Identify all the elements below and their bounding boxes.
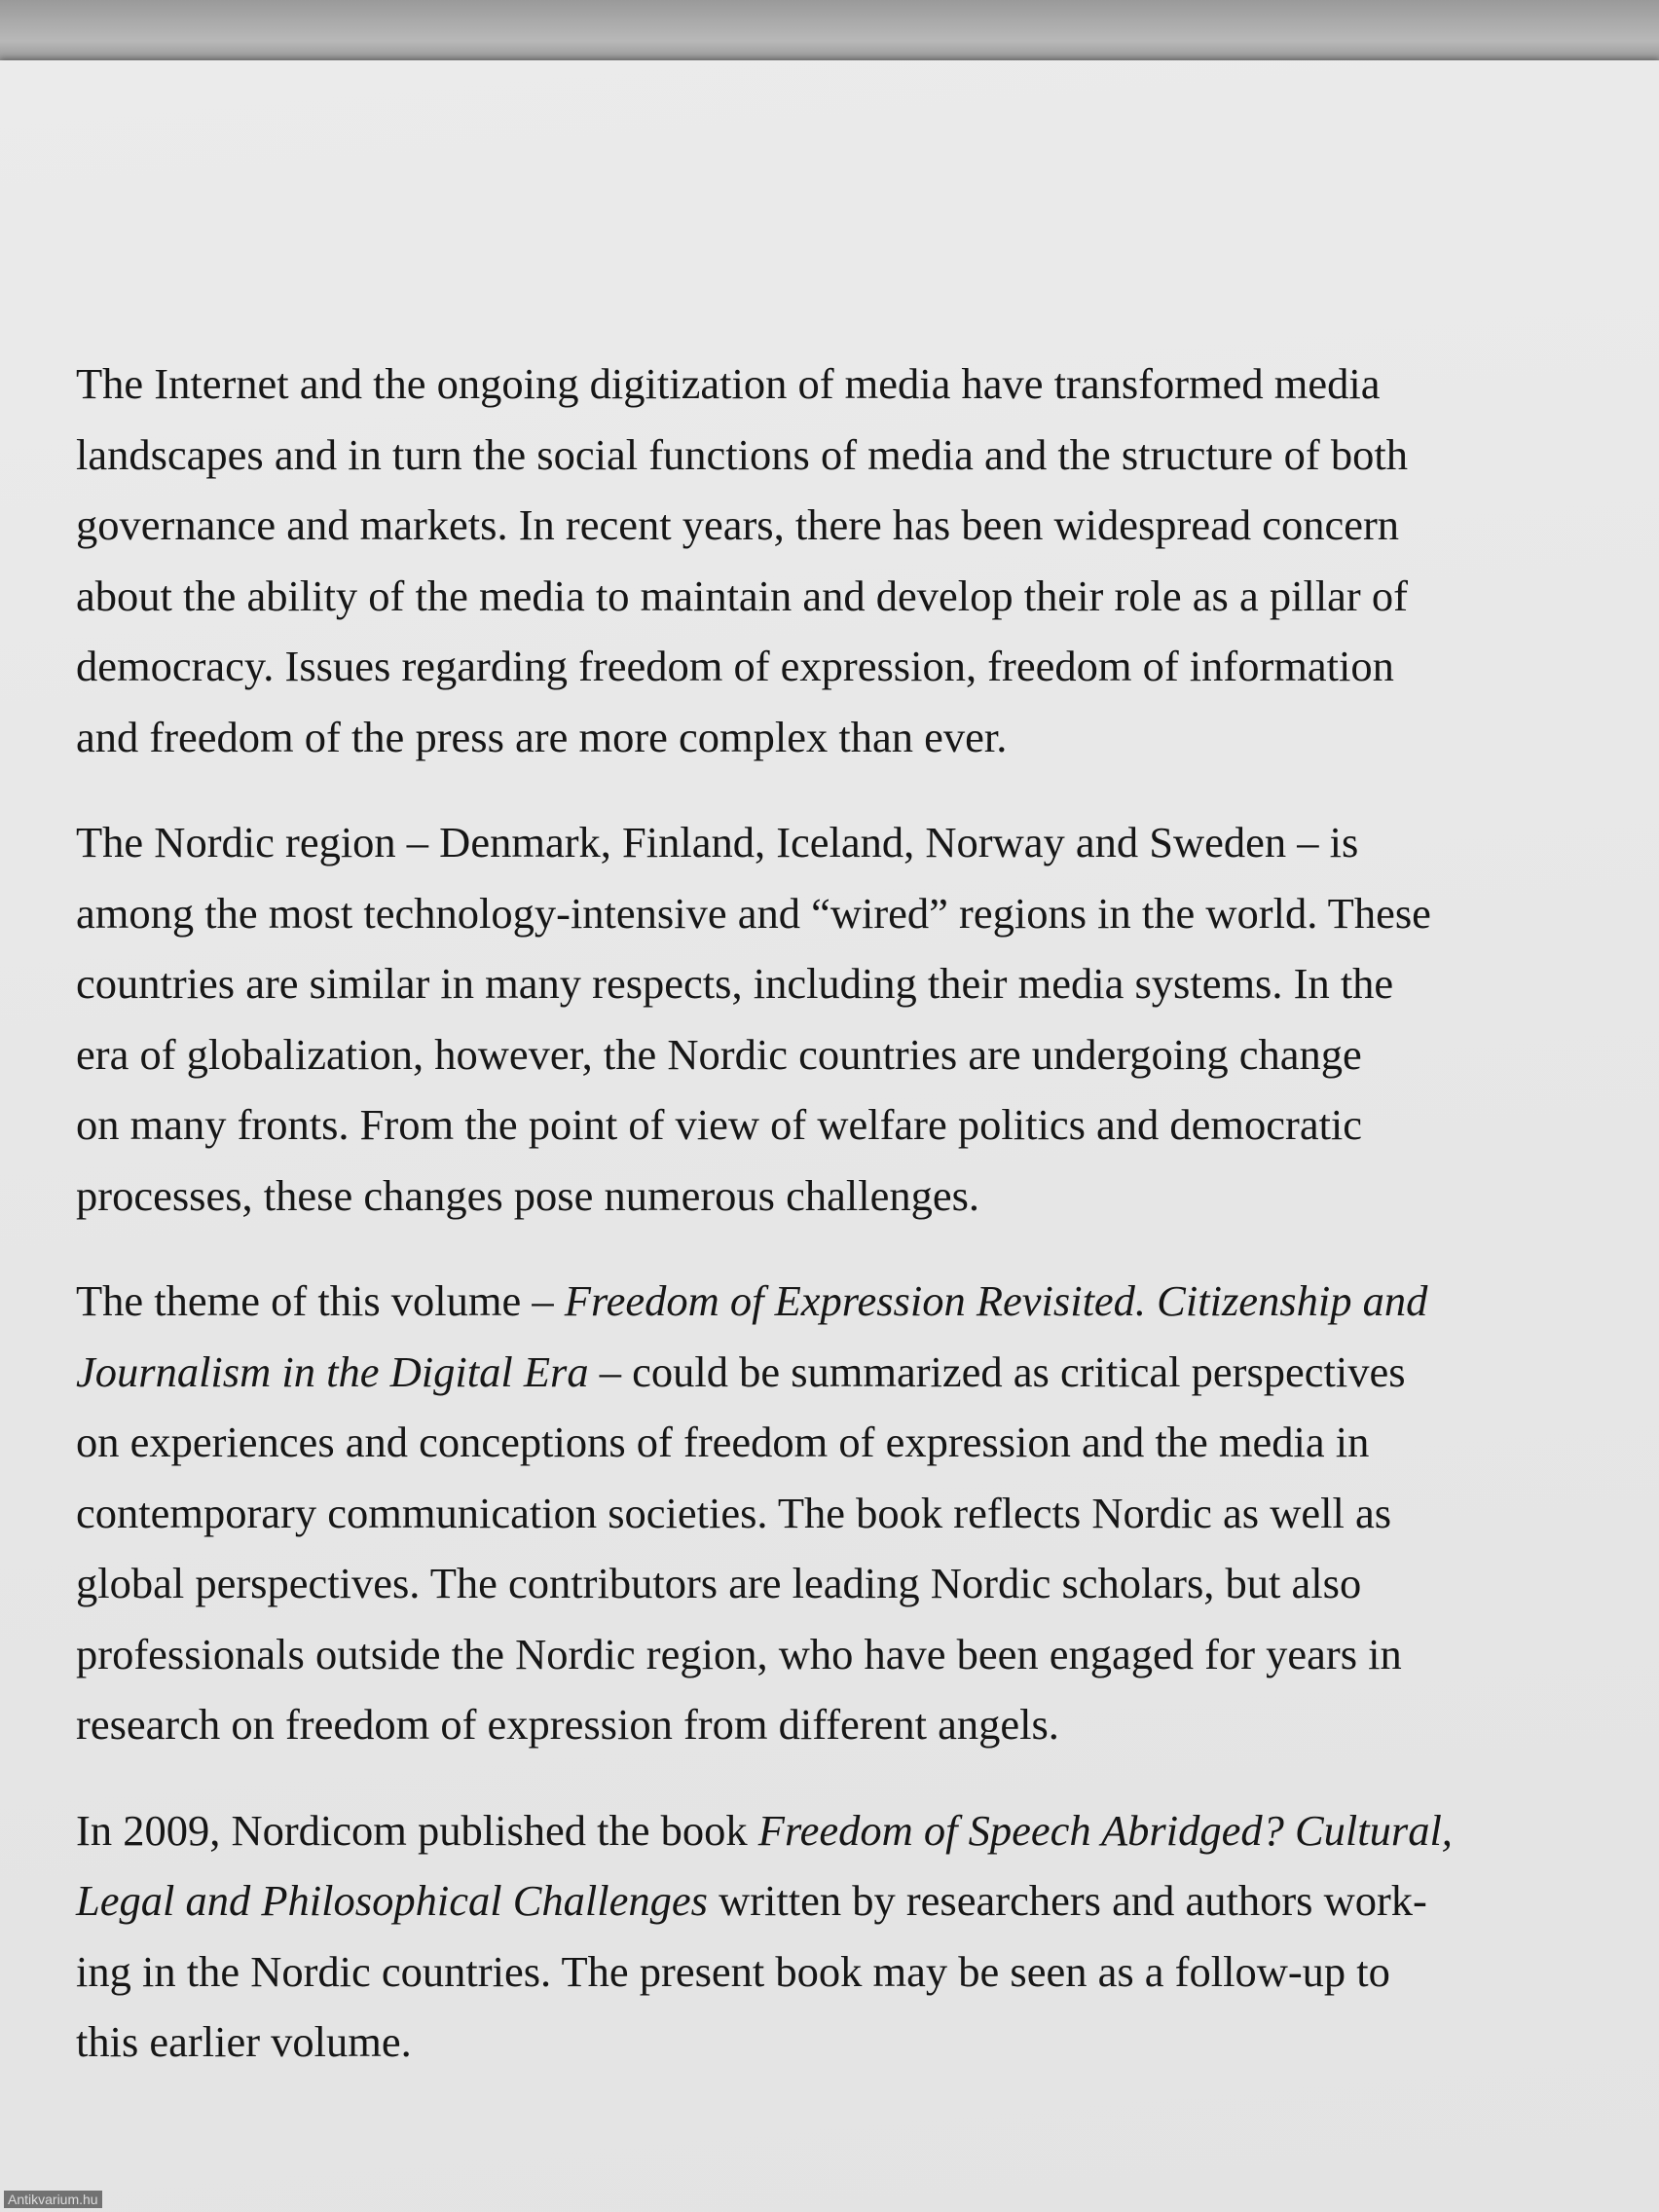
- text-line: on experiences and conceptions of freedom of expression and the media in: [76, 1418, 1370, 1466]
- text-line: on many fronts. From the point of view of welfare politics and democratic: [76, 1100, 1363, 1149]
- text-line: era of globalization, however, the Nordic countries are undergoing change: [76, 1029, 1362, 1079]
- text-line: [76, 1795, 1575, 1866]
- text-run: written by researchers and authors work-: [707, 1876, 1427, 1925]
- cover-text: [76, 349, 1575, 2113]
- text-line: processes, these changes pose numerous challenges.: [76, 1170, 980, 1220]
- book-title-italic: Freedom of Speech Abridged? Cultural,: [757, 1805, 1453, 1855]
- text-line: governance and markets. In recent years, there has been widespread concern: [76, 500, 1400, 549]
- text-line: about the ability of the media to maintain and develop their role as a pillar of: [76, 571, 1408, 620]
- background-strip: [0, 0, 1659, 68]
- text-line: contemporary communication societies. The book reflects Nordic as well as: [76, 1488, 1392, 1537]
- text-line: democracy. Issues regarding freedom of expression, freedom of information: [76, 642, 1394, 690]
- text-line: professionals outside the Nordic region, who have been engaged for years in: [76, 1629, 1402, 1678]
- text-line: global perspectives. The contributors are leading Nordic scholars, but also: [76, 1559, 1362, 1607]
- text-line: landscapes and in turn the social functions of media and the structure of both: [76, 429, 1408, 479]
- text-line: ing in the Nordic countries. The present book may be seen as a follow-up to: [76, 1946, 1390, 1996]
- text-line: and freedom of the press are more complex than ever.: [76, 712, 1008, 761]
- text-line: [76, 1266, 1575, 1337]
- text-line: this earlier volume.: [76, 2017, 412, 2066]
- paragraph-3: [76, 1266, 1575, 1760]
- text-line: The Nordic region – Denmark, Finland, Iceland, Norway and Sweden – is: [76, 818, 1359, 866]
- paragraph-2: [76, 807, 1575, 1231]
- text-run: In 2009, Nordicom published the book: [76, 1805, 758, 1855]
- text-line: research on freedom of expression from different angels.: [76, 1700, 1059, 1749]
- watermark: Antikvarium.hu: [4, 2191, 102, 2208]
- book-title-italic: Journalism in the Digital Era: [76, 1346, 589, 1396]
- paragraph-4: [76, 1795, 1575, 2078]
- text-run: The theme of this volume –: [76, 1276, 565, 1325]
- text-line: countries are similar in many respects, including their media systems. In the: [76, 959, 1394, 1008]
- book-title-italic: Legal and Philosophical Challenges: [76, 1876, 708, 1925]
- text-line: among the most technology-intensive and “wired” regions in the world. These: [76, 888, 1431, 938]
- text-run: – could be summarized as critical perspectives: [588, 1346, 1406, 1396]
- book-back-cover: [0, 60, 1659, 2212]
- paragraph-1: [76, 349, 1575, 772]
- text-line: [76, 1865, 1575, 1936]
- text-line: The Internet and the ongoing digitization of media have transformed media: [76, 359, 1381, 408]
- text-line: [76, 1337, 1575, 1408]
- book-title-italic: Freedom of Expression Revisited. Citizenship and: [564, 1276, 1428, 1325]
